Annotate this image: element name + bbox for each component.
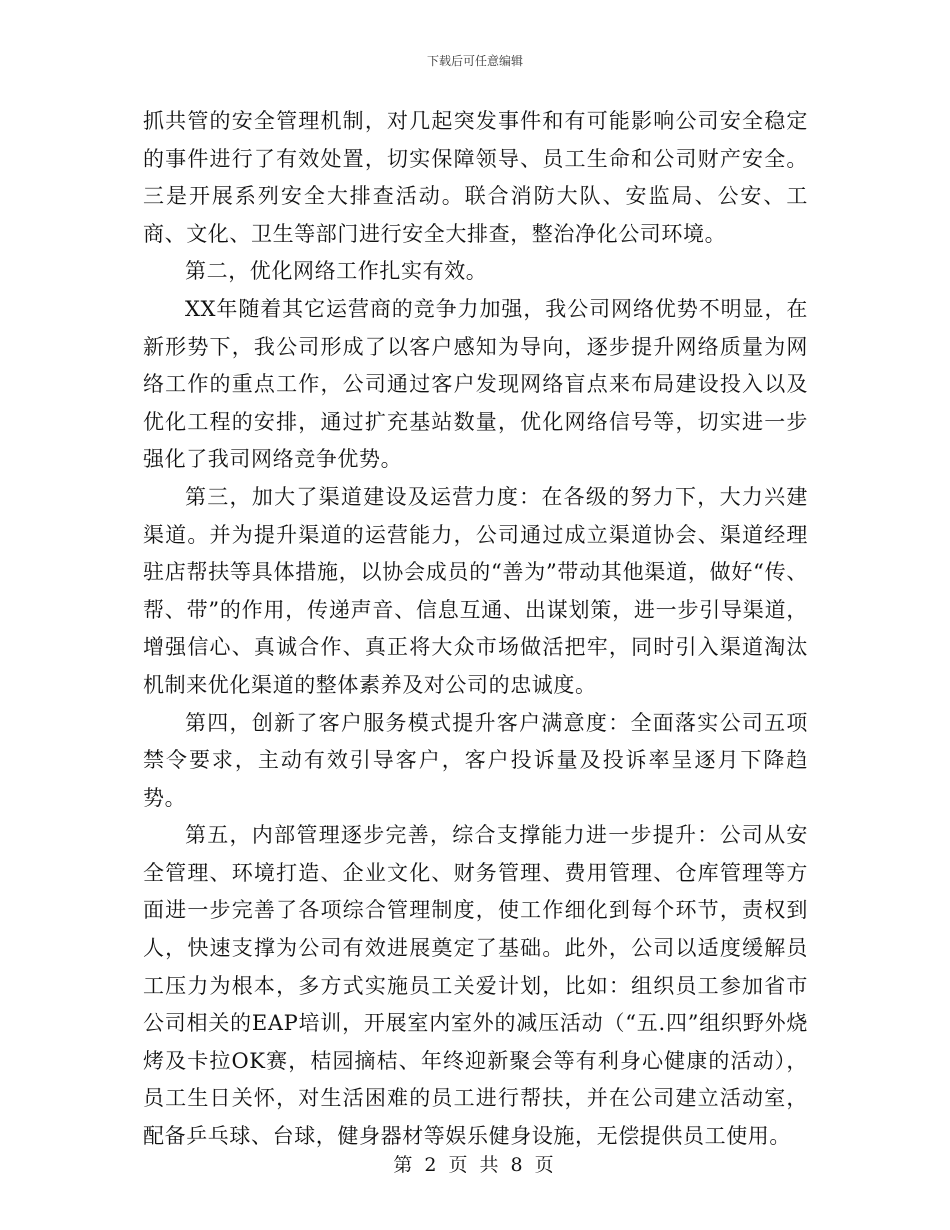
header-note: 下载后可任意编辑 xyxy=(426,54,523,68)
paragraph-customer-service: 第四，创新了客户服务模式提升客户满意度：全面落实公司五项禁令要求，主动有效引导客户，客户投诉量及投诉率呈逐月下降趋势。 xyxy=(143,710,808,810)
paragraph-channels: 第三，加大了渠道建设及运营力度：在各级的努力下，大力兴建渠道。并为提升渠道的运营能力，公司通过成立渠道协会、渠道经理驻店帮扶等具体措施，以协会成员的“善为”带动其他渠道，做好“传、帮、带”的作用，传递声音、信息互通、出谋划策，进一步引导渠道，增强信心、真诚合作、真正将大众市场做活把牢，同时引入渠道淘汰机制来优化渠道的整体素养及对公司的忠诚度。 xyxy=(143,484,808,697)
paragraph-continuation: 抓共管的安全管理机制，对几起突发事件和有可能影响公司安全稳定的事件进行了有效处置，切实保障领导、员工生命和公司财产安全。三是开展系列安全大排查活动。联合消防大队、安监局、公安、工商、文化、卫生等部门进行安全大排查，整治净化公司环境。 xyxy=(143,109,808,246)
document-body xyxy=(143,103,808,1156)
paragraph-section-2-heading: 第二，优化网络工作扎实有效。 xyxy=(185,259,488,284)
paragraph-network: XX年随着其它运营商的竞争力加强，我公司网络优势不明显，在新形势下，我公司形成了以客户感知为导向，逐步提升网络质量为网络工作的重点工作，公司通过客户发现网络盲点来布局建设投入以及优化工程的安排，通过扩充基站数量，优化网络信号等，切实进一步强化了我司网络竞争优势。 xyxy=(143,296,808,472)
page-number: 第 2 页 共 8 页 xyxy=(393,1154,557,1176)
paragraph-internal-management: 第五，内部管理逐步完善，综合支撑能力进一步提升：公司从安全管理、环境打造、企业文化、财务管理、费用管理、仓库管理等方面进一步完善了各项综合管理制度，使工作细化到每个环节，责权到人，快速支撑为公司有效进展奠定了基础。此外，公司以适度缓解员工压力为根本，多方式实施员工关爱计划，比如：组织员工参加省市公司相关的EAP培训，开展室内室外的减压活动（“五.四”组织野外烧烤及卡拉OK赛，桔园摘桔、年终迎新聚会等有利身心健康的活动），员工生日关怀，对生活困难的员工进行帮扶，并在公司建立活动室，配备乒乓球、台球，健身器材等娱乐健身设施，无偿提供员工使用。 xyxy=(143,823,808,1149)
